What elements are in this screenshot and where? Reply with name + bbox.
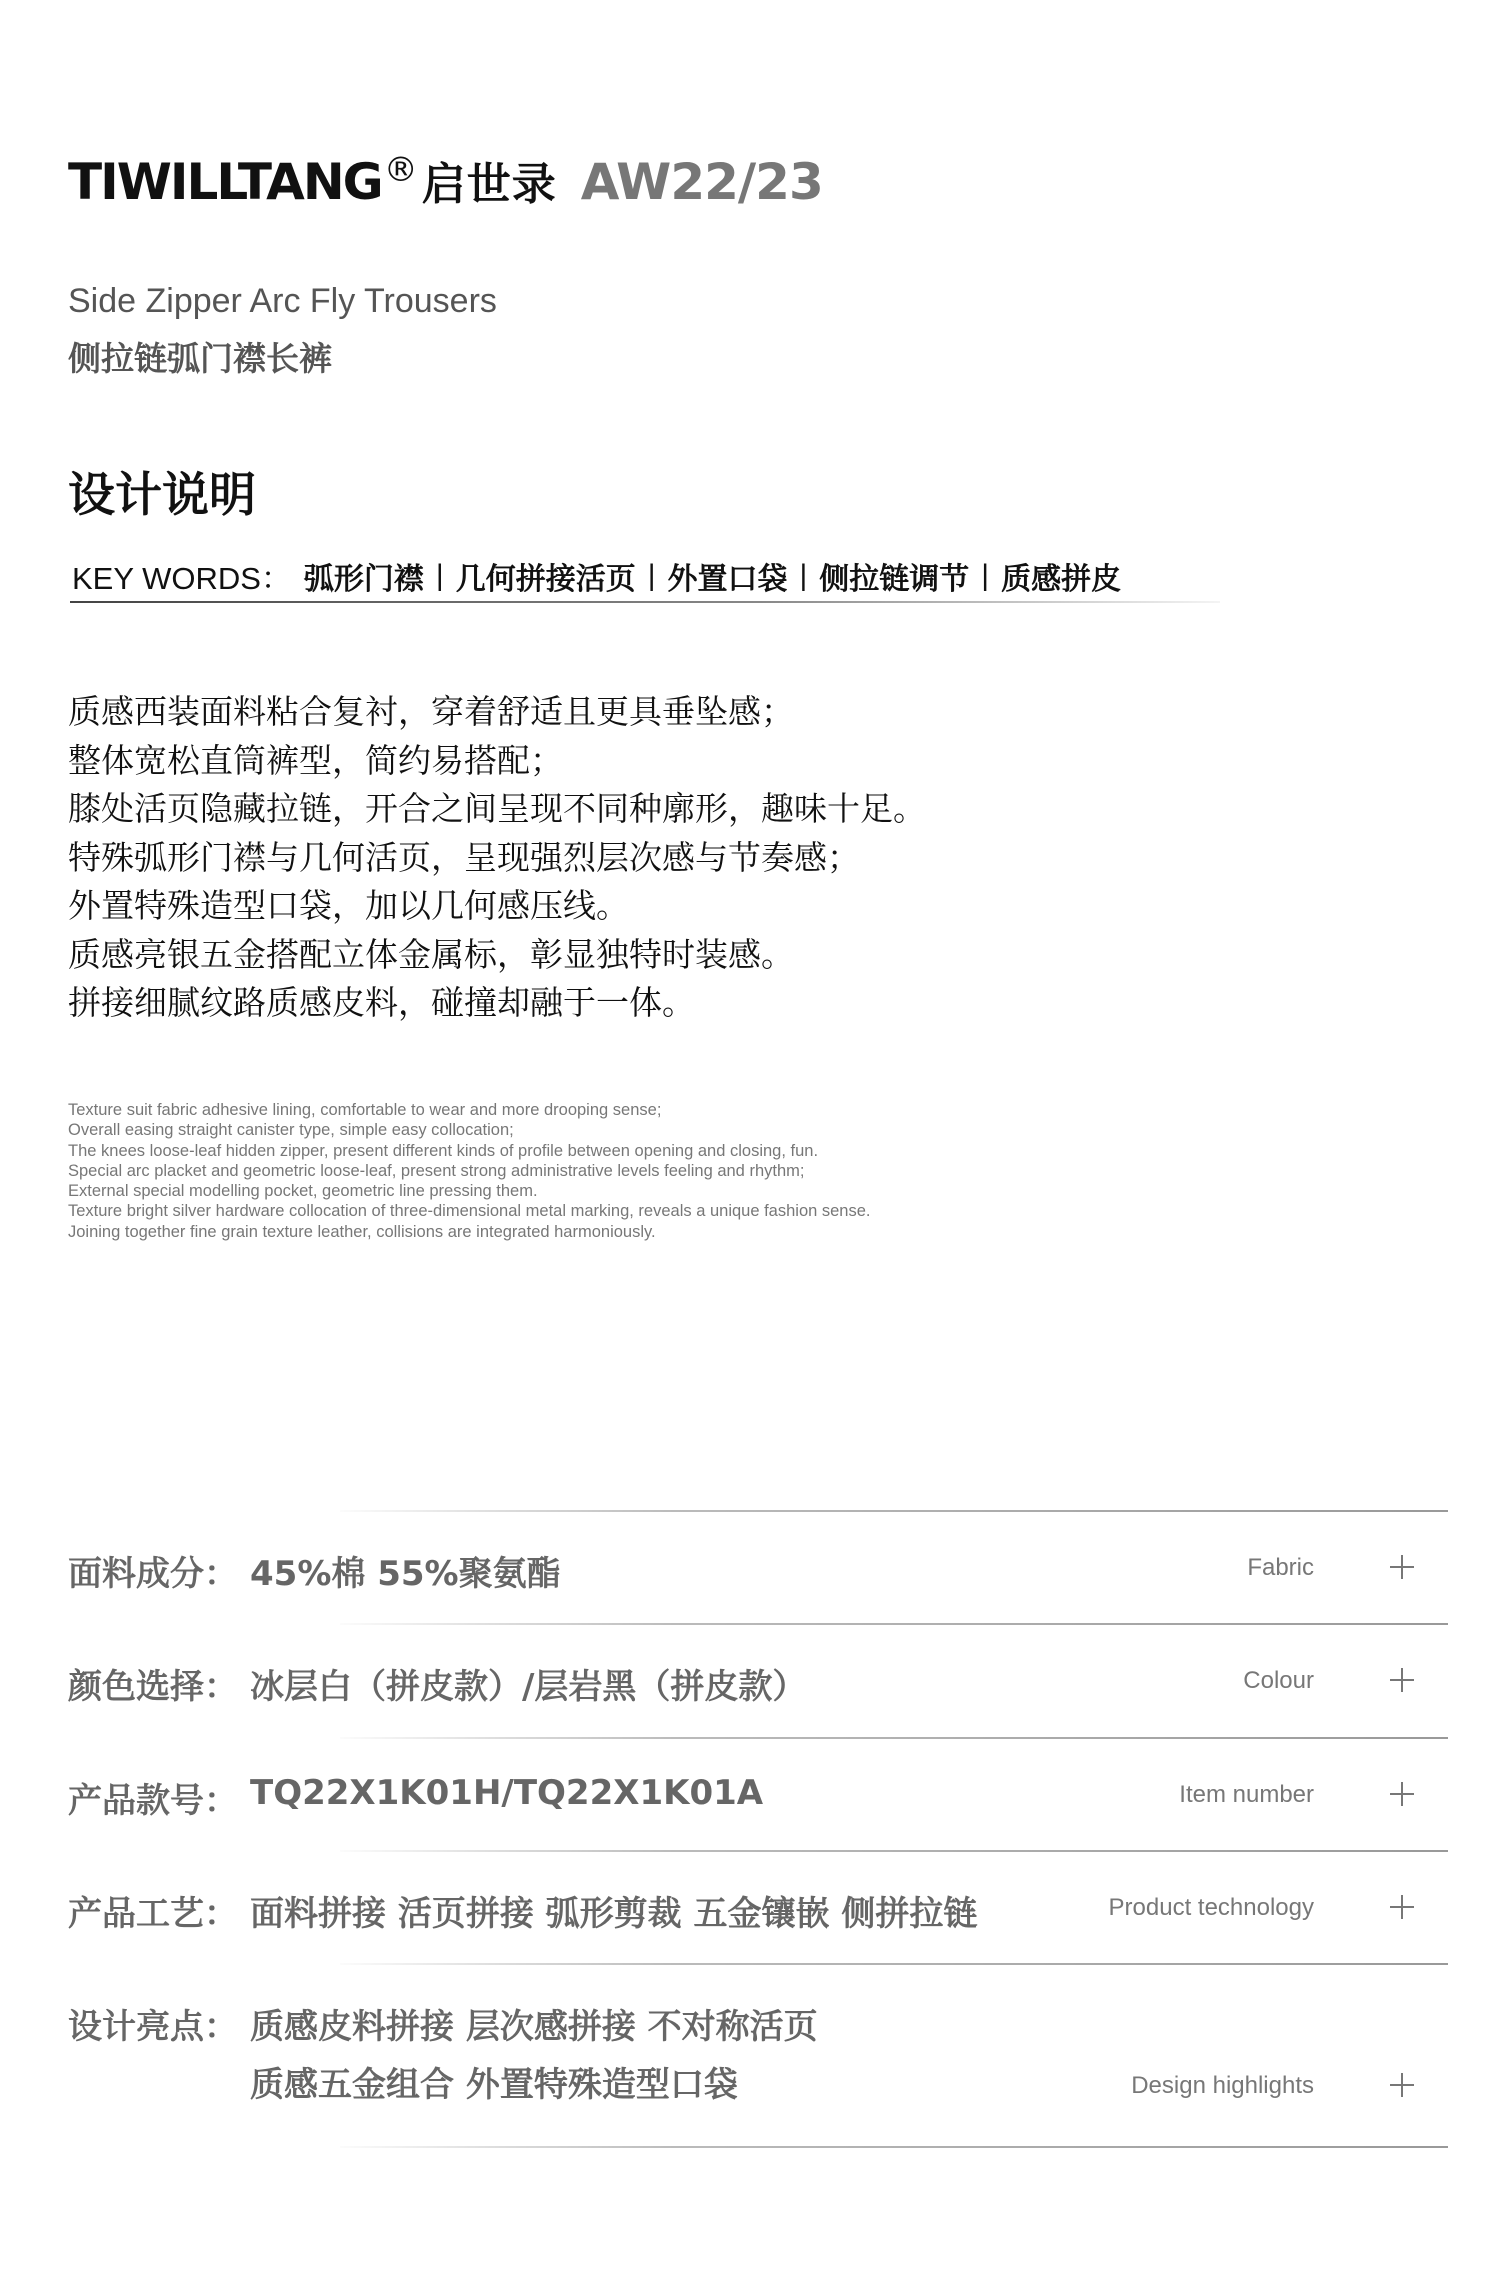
spec-label-en: Fabric [1247, 1554, 1314, 1581]
plus-icon[interactable] [1390, 1782, 1414, 1806]
description-line: 整体宽松直筒裤型，简约易搭配； [68, 740, 563, 780]
spec-label: 面料成分： [68, 1554, 238, 1594]
keyword-item: 侧拉链调节 [819, 561, 970, 597]
description-line: 外置特殊造型口袋，加以几何感压线。 [68, 886, 629, 925]
description-line-en: Overall easing straight canister type, simple easy collocation; [68, 1121, 514, 1140]
keyword-separator: | [981, 558, 990, 592]
brand-name: TIWILLTANG [68, 153, 382, 211]
spec-value: 质感五金组合 外置特殊造型口袋 [250, 2065, 738, 2105]
spec-label: 产品款号： [68, 1781, 238, 1821]
plus-icon[interactable] [1390, 1895, 1414, 1919]
spec-label: 颜色选择： [68, 1667, 238, 1707]
description-line-en: Special arc placket and geometric loose-leaf, present strong administrative levels feeling and rhythm; [68, 1161, 805, 1180]
keyword-item: 外置口袋 [667, 561, 788, 597]
keywords-label: KEY WORDS： [72, 561, 292, 596]
spec-divider [340, 2146, 1448, 2148]
description-line: 拼接细腻纹路质感皮料，碰撞却融于一体。 [68, 983, 695, 1022]
keyword-separator: | [647, 558, 656, 592]
description-line-en: Texture suit fabric adhesive lining, comfortable to wear and more drooping sense; [68, 1101, 662, 1119]
description-cn [68, 688, 926, 1028]
spec-label: 产品工艺： [68, 1894, 238, 1934]
registered-mark: ® [383, 150, 418, 190]
description-line-en: External special modelling pocket, geometric line pressing them. [68, 1182, 538, 1201]
keywords-underline [70, 601, 1220, 603]
spec-label-en: Product technology [1108, 1894, 1314, 1921]
spec-row-colour[interactable] [0, 1623, 1500, 1737]
product-name-cn: 侧拉链弧门襟长裤 [68, 339, 332, 378]
description-line: 膝处活页隐藏拉链，开合之间呈现不同种廓形，趣味十足。 [68, 789, 926, 828]
spec-label-en: Colour [1243, 1667, 1314, 1694]
brand-header [68, 148, 823, 212]
spec-row-item-number[interactable] [0, 1737, 1500, 1850]
plus-icon[interactable] [1390, 2073, 1414, 2097]
season-label: AW22/23 [580, 153, 823, 211]
description-line: 特殊弧形门襟与几何活页，呈现强烈层次感与节奏感； [68, 837, 860, 877]
design-section-title: 设计说明 [68, 468, 256, 523]
product-name-en: Side Zipper Arc Fly Trousers [68, 282, 497, 320]
description-line: 质感亮银五金搭配立体金属标，彰显独特时装感。 [68, 934, 794, 974]
keyword-item: 质感拼皮 [1001, 561, 1122, 597]
plus-icon[interactable] [1390, 1555, 1414, 1579]
spec-label-en: Design highlights [1131, 2072, 1314, 2099]
keyword-item: 几何拼接活页 [455, 561, 636, 597]
description-line-en: Joining together fine grain texture leather, collisions are integrated harmoniously. [68, 1222, 656, 1241]
keyword-item: 弧形门襟 [303, 561, 424, 597]
spec-value: 面料拼接 活页拼接 弧形剪裁 五金镶嵌 侧拼拉链 [250, 1894, 978, 1934]
keywords-bar [72, 553, 1121, 598]
spec-value: 45%棉 55%聚氨酯 [250, 1554, 561, 1594]
spec-row-fabric[interactable] [0, 1510, 1500, 1623]
brand-name-cn: 启世录 [421, 159, 557, 210]
spec-label: 设计亮点： [68, 2007, 238, 2047]
spec-row-technology[interactable] [0, 1850, 1500, 1963]
plus-icon[interactable] [1390, 1668, 1414, 1692]
description-line-en: The knees loose-leaf hidden zipper, present different kinds of profile between opening and closing, fun. [68, 1141, 819, 1160]
spec-value: TQ22X1K01H/TQ22X1K01A [250, 1773, 764, 1813]
keyword-separator: | [435, 558, 444, 592]
keyword-separator: | [799, 558, 808, 592]
description-en [68, 1100, 871, 1242]
description-line-en: Texture bright silver hardware collocation of three-dimensional metal marking, reveals a unique fashion sense. [68, 1202, 871, 1221]
description-line: 质感西装面料粘合复衬，穿着舒适且更具垂坠感； [68, 692, 794, 731]
spec-row-highlights[interactable] [0, 1963, 1500, 2146]
spec-label-en: Item number [1179, 1781, 1314, 1808]
spec-value: 冰层白（拼皮款）/层岩黑（拼皮款） [250, 1667, 807, 1707]
spec-value: 质感皮料拼接 层次感拼接 不对称活页 [250, 2007, 818, 2047]
